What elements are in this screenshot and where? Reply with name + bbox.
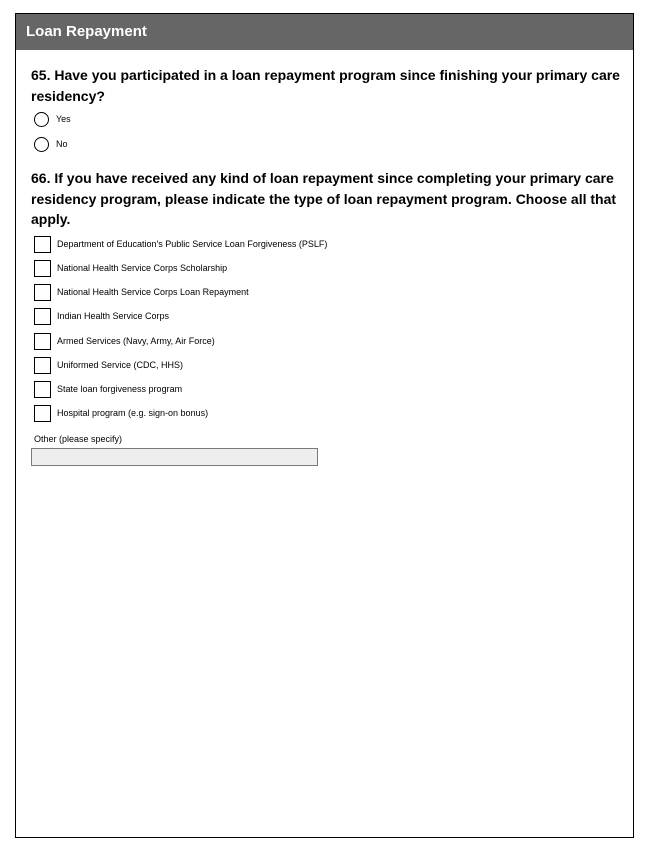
checkbox[interactable] — [34, 308, 51, 325]
option-label: National Health Service Corps Scholarship — [57, 263, 228, 273]
q65-option-yes[interactable] — [34, 110, 71, 128]
q66-option-armed-services[interactable] — [34, 332, 215, 350]
checkbox[interactable] — [34, 405, 51, 422]
other-specify-input[interactable] — [31, 448, 318, 466]
checkbox[interactable] — [34, 357, 51, 374]
option-label: Armed Services (Navy, Army, Air Force) — [57, 336, 215, 346]
option-label: Yes — [56, 114, 71, 124]
checkbox[interactable] — [34, 333, 51, 350]
checkbox[interactable] — [34, 284, 51, 301]
q66-option-nhsc-loan-repayment[interactable] — [34, 283, 249, 301]
question-66-text: 66. If you have received any kind of loan repayment since completing your primary care residency program, please indicate the type of loan repayment program. Choose all that apply. — [31, 170, 617, 227]
survey-page — [15, 13, 634, 838]
option-label: Hospital program (e.g. sign-on bonus) — [57, 408, 209, 418]
question-65-text: 65. Have you participated in a loan repayment program since finishing your primary care residency? — [31, 67, 620, 104]
q66-option-state-loan-forgiveness[interactable] — [34, 380, 182, 398]
radio-button[interactable] — [34, 112, 49, 127]
option-label: Department of Education's Public Service Loan Forgiveness (PSLF) — [57, 239, 328, 249]
option-label: No — [56, 139, 68, 149]
checkbox[interactable] — [34, 236, 51, 253]
radio-button[interactable] — [34, 137, 49, 152]
other-specify-label: Other (please specify) — [34, 434, 123, 444]
q66-option-pslf[interactable] — [34, 235, 327, 253]
q65-option-no[interactable] — [34, 135, 68, 153]
option-label: Uniformed Service (CDC, HHS) — [57, 360, 184, 370]
q66-option-nhsc-scholarship[interactable] — [34, 259, 227, 277]
option-label: State loan forgiveness program — [57, 384, 183, 394]
q66-option-indian-health-service[interactable] — [34, 307, 169, 325]
checkbox[interactable] — [34, 381, 51, 398]
q66-option-hospital-program[interactable] — [34, 404, 208, 422]
checkbox[interactable] — [34, 260, 51, 277]
section-header: Loan Repayment — [16, 14, 633, 50]
q66-option-uniformed-service[interactable] — [34, 356, 183, 374]
option-label: National Health Service Corps Loan Repayment — [57, 287, 249, 297]
option-label: Indian Health Service Corps — [57, 311, 170, 321]
